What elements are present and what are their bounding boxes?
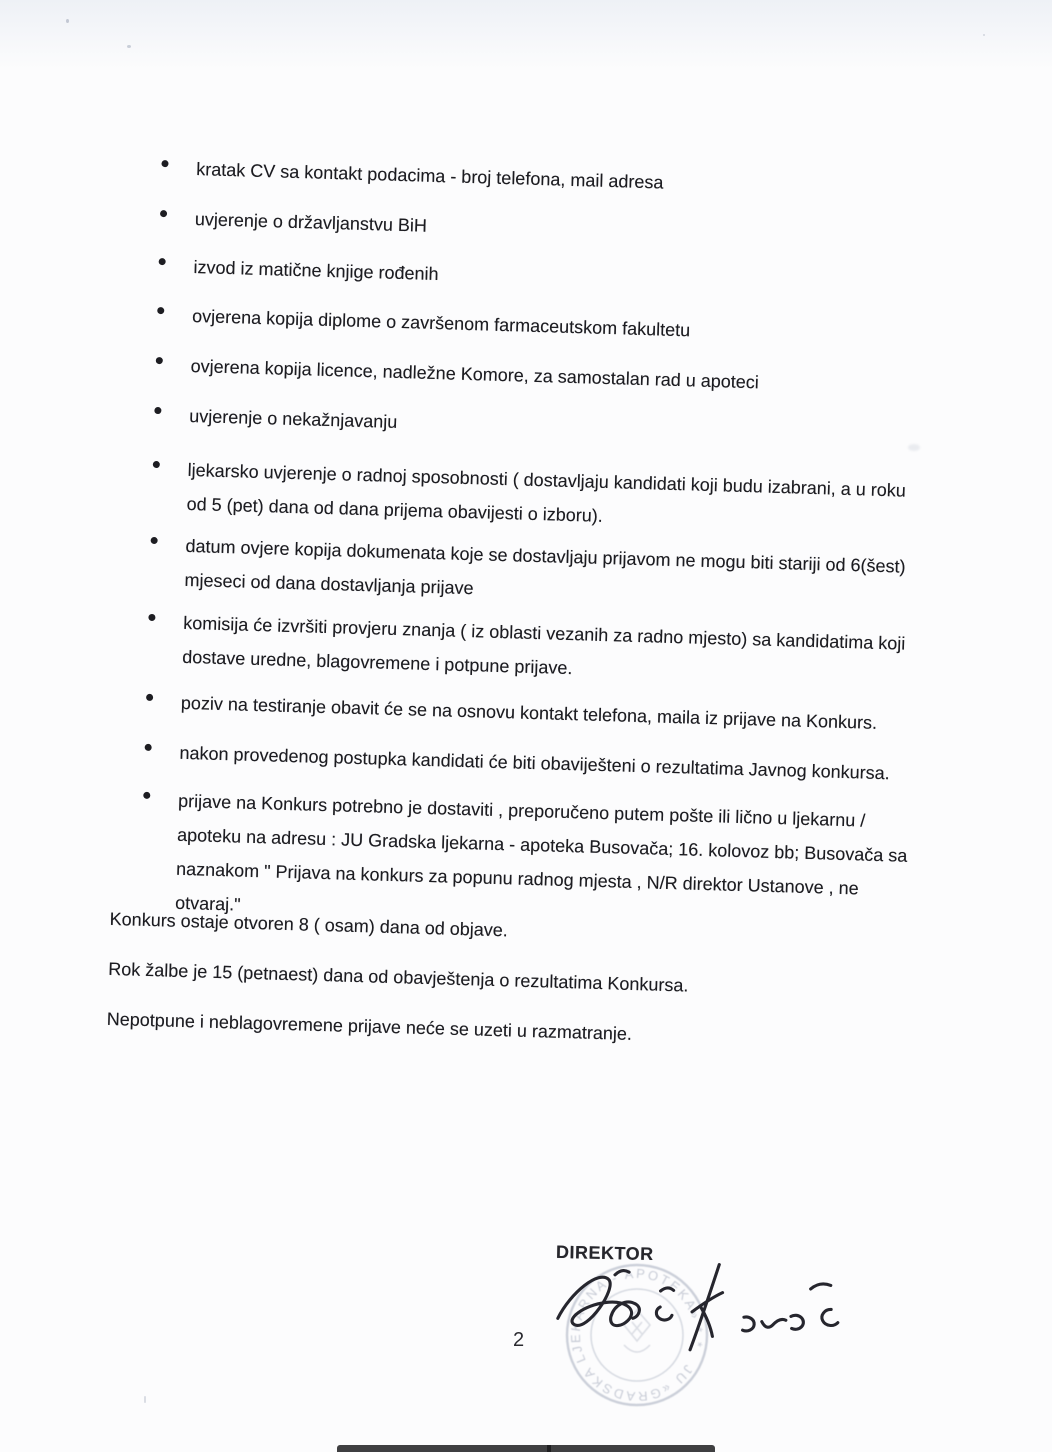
requirements-list	[160, 146, 990, 915]
bullet-line: uvjerenje o državljanstvu BiH	[194, 209, 428, 236]
paragraph-deadline: Konkurs ostaje otvoren 8 ( osam) dana od objave.	[109, 908, 509, 941]
list-item	[145, 605, 906, 695]
bullet-marker	[159, 258, 166, 265]
bullet-line: od 5 (pet) dana od dana prijema obavijesti o izboru).	[186, 493, 604, 526]
list-item	[155, 298, 691, 347]
list-item	[159, 151, 664, 200]
scan-speck	[144, 1396, 146, 1403]
bullet-line: prijave na Konkurs potrebno je dostaviti , preporučeno putem pošte ili lično u ljekarnu /	[177, 790, 866, 831]
director-title: DIREKTOR	[555, 1241, 654, 1265]
bullet-line: ljekarsko uvjerenje o radnoj sposobnosti ( dostavljaju kandidati koji budu izabrani, a u roku	[187, 459, 907, 501]
bullet-line: ovjerena kopija licence, nadležne Komore, za samostalan rad u apoteci	[190, 355, 760, 393]
bullet-line: izvod iz matične knjige rođenih	[193, 257, 439, 285]
scan-speck	[127, 45, 131, 48]
bullet-marker	[151, 537, 158, 544]
bullet-line: otvaraj."	[174, 892, 241, 915]
scan-top-shading	[0, 0, 1052, 70]
bullet-marker	[156, 357, 163, 364]
paragraph-appeal: Rok žalbe je 15 (petnaest) dana od obavještenja o rezultatima Konkursa.	[107, 958, 689, 996]
stamp-ring-text: JU «GRADSKA LJEKARNA - APOTEKA» * *	[567, 1265, 707, 1405]
bullet-line: ovjerena kopija diplome o završenom farmaceutskom fakultetu	[191, 305, 691, 341]
bullet-line: dostave uredne, blagovremene i potpune prijave.	[182, 646, 573, 679]
bullet-line: naznakom " Prijava na konkurs za popunu radnog mjesta , N/R direktor Ustanove , ne	[175, 858, 859, 899]
bullet-line: poziv na testiranje obavit će se na osnovu kontakt telefona, maila iz prijave na Konkurs.	[180, 692, 878, 733]
bullet-line: apoteku na adresu : JU Gradska ljekarna - apoteka Busovača; 16. kolovoz bb; Busovača sa	[176, 824, 908, 866]
list-item	[142, 735, 890, 791]
scanner-edge-bar-gap	[547, 1445, 551, 1452]
bullet-marker	[157, 307, 164, 314]
list-item	[147, 528, 906, 618]
bullet-line: nakon provedenog postupka kandidati će biti obaviješteni o rezultatima Javnog konkursa.	[179, 742, 890, 784]
list-item	[152, 398, 398, 439]
bullet-line: uvjerenje o nekažnjavanju	[188, 405, 398, 432]
bullet-marker	[143, 792, 150, 799]
scan-speck	[983, 34, 985, 36]
bullet-marker	[145, 744, 152, 751]
bullet-marker	[160, 210, 167, 217]
bullet-marker	[146, 694, 153, 701]
bullet-marker	[161, 160, 168, 167]
bullet-marker	[153, 461, 160, 468]
list-item	[157, 201, 427, 243]
scanner-edge-bar	[337, 1445, 715, 1452]
signature-ink	[547, 1252, 850, 1375]
bullet-line: komisija će izvršiti provjeru znanja ( iz oblasti vezanih za radno mjesto) sa kandidatima koji	[182, 612, 906, 654]
bullet-marker	[148, 614, 155, 621]
paragraph-incomplete: Nepotpune i neblagovremene prijave neće se uzeti u razmatranje.	[106, 1008, 633, 1044]
list-item	[153, 348, 759, 399]
page-number: 2	[513, 1329, 525, 1351]
bullet-marker	[154, 407, 161, 414]
list-item	[156, 249, 439, 291]
bullet-line: datum ovjere kopija dokumenata koje se dostavljaju prijavom ne mogu biti stariji od 6(šest)	[185, 535, 906, 577]
bullet-line: mjeseci od dana dostavljanja prijave	[184, 569, 474, 599]
bullet-line: kratak CV sa kontakt podacima - broj telefona, mail adresa	[196, 159, 664, 193]
list-item	[149, 452, 906, 542]
list-item	[144, 685, 878, 740]
document-body	[106, 146, 990, 1090]
scan-speck	[66, 19, 69, 23]
